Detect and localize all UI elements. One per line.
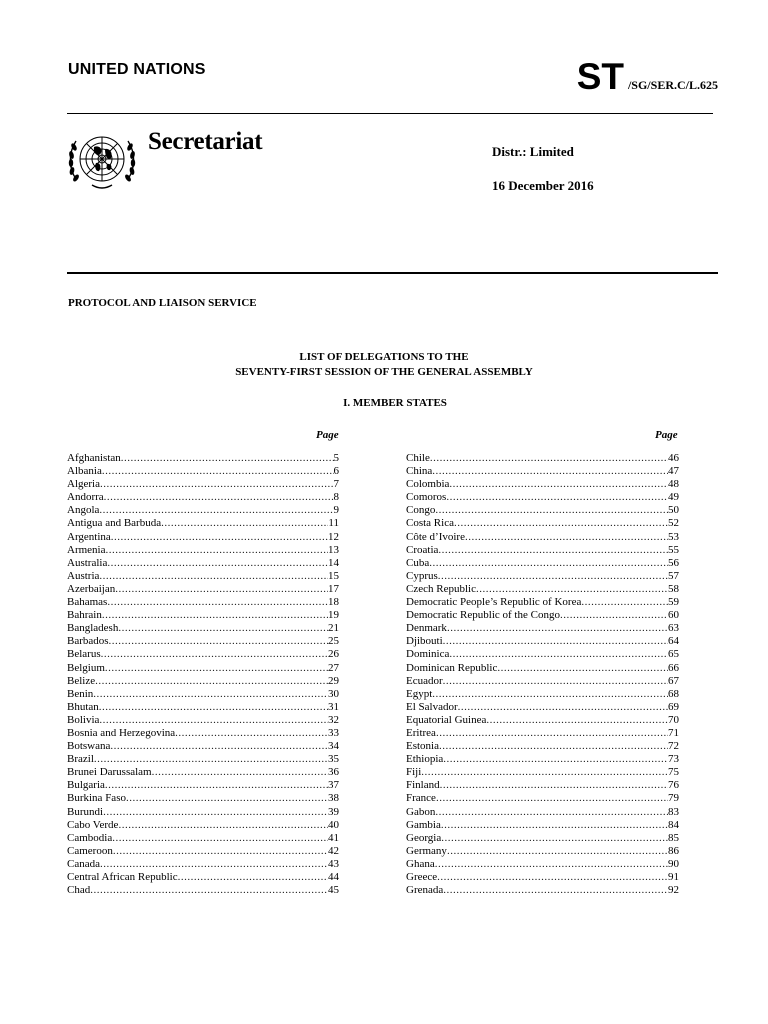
service-name: PROTOCOL AND LIAISON SERVICE xyxy=(68,297,257,309)
country-name: Cuba xyxy=(406,556,430,569)
country-name: France xyxy=(406,792,436,805)
page-number: 70 xyxy=(668,713,679,726)
dot-leader xyxy=(175,727,328,740)
list-item xyxy=(406,753,679,766)
list-item xyxy=(67,452,339,465)
dot-leader xyxy=(102,609,328,622)
dot-leader xyxy=(105,544,328,557)
country-name: Brazil xyxy=(67,753,94,766)
page-number: 67 xyxy=(668,674,679,687)
list-item xyxy=(67,766,339,779)
country-name: Botswana xyxy=(67,740,111,753)
list-item xyxy=(406,583,679,596)
dot-leader xyxy=(118,622,328,635)
dot-leader xyxy=(432,465,668,478)
dot-leader xyxy=(435,504,668,517)
page-number: 66 xyxy=(668,661,679,674)
country-name: Canada xyxy=(67,857,100,870)
dot-leader xyxy=(446,491,668,504)
list-item xyxy=(406,452,679,465)
list-item xyxy=(406,806,679,819)
country-name: Bolivia xyxy=(67,713,100,726)
dot-leader xyxy=(161,517,328,530)
dot-leader xyxy=(99,701,328,714)
country-name: Belgium xyxy=(67,661,105,674)
dot-leader xyxy=(443,635,668,648)
page-number: 69 xyxy=(668,700,679,713)
document-symbol-suffix: /SG/SER.C/L.625 xyxy=(627,78,718,92)
page-number: 86 xyxy=(668,844,679,857)
country-name: Germany xyxy=(406,844,447,857)
country-name: Costa Rica xyxy=(406,517,454,530)
page-number: 34 xyxy=(328,740,339,753)
list-item xyxy=(406,635,679,648)
dot-leader xyxy=(104,491,334,504)
page-number: 9 xyxy=(333,504,339,517)
page-number: 85 xyxy=(668,831,679,844)
country-name: Democratic Republic of the Congo xyxy=(406,609,560,622)
page-number: 64 xyxy=(668,635,679,648)
list-item xyxy=(406,779,679,792)
page-column-header-left: Page xyxy=(316,429,339,441)
page-number: 5 xyxy=(333,452,339,464)
page-number: 56 xyxy=(668,556,679,569)
dot-leader xyxy=(111,531,328,544)
list-item xyxy=(67,727,339,740)
list-item xyxy=(67,845,339,858)
dot-leader xyxy=(113,845,328,858)
country-name: Ecuador xyxy=(406,674,443,687)
page-number: 26 xyxy=(328,648,339,661)
country-name: Antigua and Barbuda xyxy=(67,517,162,530)
list-item xyxy=(67,504,339,517)
dot-leader xyxy=(430,452,668,465)
page-number: 57 xyxy=(668,569,679,582)
country-name: Dominican Republic xyxy=(406,661,498,674)
dot-leader xyxy=(435,806,668,819)
dot-leader xyxy=(421,766,668,779)
page-number: 7 xyxy=(333,478,339,491)
dot-leader xyxy=(101,648,328,661)
list-item xyxy=(67,740,339,753)
country-name: Ghana xyxy=(406,857,435,870)
page-number: 27 xyxy=(328,661,339,674)
page-number: 90 xyxy=(668,857,679,870)
country-name: Burundi xyxy=(67,805,104,818)
dot-leader xyxy=(449,648,668,661)
list-item xyxy=(67,583,339,596)
header-rule xyxy=(67,113,713,114)
dot-leader xyxy=(110,740,328,753)
dot-leader xyxy=(94,753,328,766)
country-name: Austria xyxy=(67,569,100,582)
page-number: 59 xyxy=(668,596,679,609)
country-name: Central African Republic xyxy=(67,871,178,883)
list-item xyxy=(406,792,679,805)
dot-leader xyxy=(439,740,668,753)
list-item xyxy=(406,845,679,858)
dot-leader xyxy=(109,635,328,648)
dot-leader xyxy=(103,806,328,819)
country-name: Angola xyxy=(67,504,100,517)
dot-leader xyxy=(121,452,334,465)
page-number: 60 xyxy=(668,609,679,622)
page-number: 15 xyxy=(328,569,339,582)
country-name: Bhutan xyxy=(67,700,99,713)
list-item xyxy=(406,675,679,688)
page-number: 63 xyxy=(668,622,679,635)
country-name: Colombia xyxy=(406,478,450,491)
page-number: 79 xyxy=(668,792,679,805)
dot-leader xyxy=(441,832,668,845)
country-name: Cameroon xyxy=(67,844,113,857)
document-date: 16 December 2016 xyxy=(492,178,594,193)
page-number: 37 xyxy=(328,779,339,792)
body-name: Secretariat xyxy=(148,128,263,155)
country-name: Georgia xyxy=(406,831,442,844)
page-number: 21 xyxy=(328,622,339,635)
page-number: 38 xyxy=(328,792,339,805)
dot-leader xyxy=(560,609,668,622)
dot-leader xyxy=(429,557,668,570)
document-symbol xyxy=(577,58,718,95)
country-name: Azerbaijan xyxy=(67,582,116,595)
list-item xyxy=(406,596,679,609)
country-name: Eritrea xyxy=(406,726,436,739)
page-number: 44 xyxy=(328,871,339,883)
list-item xyxy=(67,465,339,478)
page-number: 25 xyxy=(328,635,339,648)
dot-leader xyxy=(105,779,328,792)
page-number: 40 xyxy=(328,818,339,831)
list-item xyxy=(67,806,339,819)
dot-leader xyxy=(178,871,328,884)
list-item xyxy=(406,714,679,727)
country-name: Gambia xyxy=(406,818,441,831)
page-number: 71 xyxy=(668,726,679,739)
country-name: Czech Republic xyxy=(406,582,476,595)
list-item xyxy=(406,557,679,570)
page-number: 6 xyxy=(333,465,339,478)
list-item xyxy=(406,622,679,635)
page-number: 68 xyxy=(668,687,679,700)
dot-leader xyxy=(105,662,328,675)
list-item xyxy=(67,635,339,648)
dot-leader xyxy=(152,766,328,779)
page-number: 58 xyxy=(668,582,679,595)
list-item xyxy=(67,570,339,583)
page-number: 53 xyxy=(668,530,679,543)
page-number: 84 xyxy=(668,818,679,831)
dot-leader xyxy=(99,714,328,727)
dot-leader xyxy=(447,845,668,858)
page-number: 83 xyxy=(668,805,679,818)
list-item xyxy=(67,557,339,570)
dot-leader xyxy=(99,504,333,517)
dot-leader xyxy=(100,478,334,491)
page-number: 8 xyxy=(333,491,339,504)
country-name: Barbados xyxy=(67,635,109,648)
country-name: Albania xyxy=(67,465,102,478)
country-name: Bulgaria xyxy=(67,779,105,792)
page-number: 32 xyxy=(328,713,339,726)
country-name: Bahamas xyxy=(67,596,108,609)
dot-leader xyxy=(93,688,328,701)
member-states-list-left xyxy=(67,452,339,897)
list-item xyxy=(406,478,679,491)
list-item xyxy=(406,766,679,779)
page-number: 35 xyxy=(328,753,339,766)
list-item xyxy=(406,871,679,884)
page-number: 17 xyxy=(328,582,339,595)
list-item xyxy=(406,688,679,701)
country-name: Belize xyxy=(67,674,96,687)
page-number: 31 xyxy=(328,700,339,713)
country-name: Equatorial Guinea xyxy=(406,713,487,726)
list-item xyxy=(67,491,339,504)
page-number: 14 xyxy=(328,556,339,569)
list-item xyxy=(67,871,339,884)
country-name: Côte d’Ivoire xyxy=(406,530,465,543)
page-number: 43 xyxy=(328,857,339,870)
page-number: 48 xyxy=(668,478,679,491)
list-item xyxy=(406,740,679,753)
country-name: Cyprus xyxy=(406,569,438,582)
dot-leader xyxy=(438,570,668,583)
dot-leader xyxy=(486,714,668,727)
page-number: 49 xyxy=(668,491,679,504)
list-item xyxy=(406,701,679,714)
page-number: 55 xyxy=(668,543,679,556)
page-number: 50 xyxy=(668,504,679,517)
dot-leader xyxy=(115,583,328,596)
country-name: Bangladesh xyxy=(67,622,119,635)
dot-leader xyxy=(443,675,668,688)
dot-leader xyxy=(102,465,334,478)
country-name: Cabo Verde xyxy=(67,818,119,831)
list-item xyxy=(406,727,679,740)
country-name: Chile xyxy=(406,452,430,464)
page-number: 12 xyxy=(328,530,339,543)
organization-name: UNITED NATIONS xyxy=(68,61,206,78)
list-item xyxy=(406,491,679,504)
list-item xyxy=(406,504,679,517)
list-item xyxy=(406,662,679,675)
list-item xyxy=(67,792,339,805)
dot-leader xyxy=(436,792,668,805)
page-number: 47 xyxy=(668,465,679,478)
list-item xyxy=(406,517,679,530)
list-item xyxy=(67,596,339,609)
country-name: Finland xyxy=(406,779,440,792)
page-number: 41 xyxy=(328,831,339,844)
list-item xyxy=(67,544,339,557)
dot-leader xyxy=(476,583,668,596)
dot-leader xyxy=(437,871,668,884)
dot-leader xyxy=(432,688,668,701)
dot-leader xyxy=(581,596,668,609)
list-item xyxy=(67,531,339,544)
page-number: 13 xyxy=(328,543,339,556)
dot-leader xyxy=(438,544,668,557)
country-name: Congo xyxy=(406,504,436,517)
page-column-header-right: Page xyxy=(655,429,678,441)
country-name: Gabon xyxy=(406,805,436,818)
country-name: Bosnia and Herzegovina xyxy=(67,726,176,739)
dot-leader xyxy=(441,819,668,832)
dot-leader xyxy=(449,478,668,491)
dot-leader xyxy=(440,779,668,792)
page-number: 42 xyxy=(328,844,339,857)
country-name: Andorra xyxy=(67,491,104,504)
country-name: Denmark xyxy=(406,622,447,635)
country-name: Burkina Faso xyxy=(67,792,126,805)
list-item xyxy=(67,714,339,727)
country-name: Belarus xyxy=(67,648,101,661)
un-emblem-icon xyxy=(67,129,137,193)
list-item xyxy=(67,858,339,871)
document-title-line-2: SEVENTY-FIRST SESSION OF THE GENERAL ASSEMBLY xyxy=(235,366,533,378)
dot-leader xyxy=(465,531,668,544)
list-item xyxy=(67,675,339,688)
country-name: Armenia xyxy=(67,543,106,556)
page-number: 92 xyxy=(668,884,679,897)
country-name: Croatia xyxy=(406,543,439,556)
country-name: Australia xyxy=(67,556,108,569)
page-number: 39 xyxy=(328,805,339,818)
page-number: 18 xyxy=(328,596,339,609)
dot-leader xyxy=(443,884,668,897)
country-name: Dominica xyxy=(406,648,450,661)
document-title xyxy=(0,350,768,380)
dot-leader xyxy=(118,819,328,832)
distribution-note: Distr.: Limited xyxy=(492,144,574,159)
country-name: El Salvador xyxy=(406,700,458,713)
country-name: Djibouti xyxy=(406,635,443,648)
list-item xyxy=(67,779,339,792)
member-states-list-right xyxy=(406,452,679,897)
country-name: Ethiopia xyxy=(406,753,444,766)
page-number: 45 xyxy=(328,884,339,897)
dot-leader xyxy=(497,662,668,675)
country-name: Estonia xyxy=(406,740,439,753)
dot-leader xyxy=(435,858,668,871)
dot-leader xyxy=(90,884,328,897)
country-name: Argentina xyxy=(67,530,111,543)
list-item xyxy=(406,531,679,544)
section-heading: I. MEMBER STATES xyxy=(343,397,447,409)
page-number: 73 xyxy=(668,753,679,766)
page-number: 46 xyxy=(668,452,679,464)
dot-leader xyxy=(112,832,328,845)
list-item xyxy=(406,570,679,583)
page-number: 52 xyxy=(668,517,679,530)
dot-leader xyxy=(126,792,328,805)
list-item xyxy=(406,648,679,661)
list-item xyxy=(67,662,339,675)
dot-leader xyxy=(436,727,668,740)
list-item xyxy=(67,478,339,491)
page-number: 19 xyxy=(328,609,339,622)
country-name: Bahrain xyxy=(67,609,102,622)
country-name: Comoros xyxy=(406,491,447,504)
country-name: Chad xyxy=(67,884,91,897)
list-item xyxy=(406,819,679,832)
dot-leader xyxy=(107,596,328,609)
dot-leader xyxy=(95,675,328,688)
list-item xyxy=(67,884,339,897)
list-item xyxy=(67,648,339,661)
list-item xyxy=(67,701,339,714)
list-item xyxy=(67,517,339,530)
page-number: 76 xyxy=(668,779,679,792)
list-item xyxy=(406,858,679,871)
list-item xyxy=(406,832,679,845)
country-name: Benin xyxy=(67,687,94,700)
country-name: Egypt xyxy=(406,687,433,700)
list-item xyxy=(67,832,339,845)
country-name: Greece xyxy=(406,871,438,883)
page-number: 65 xyxy=(668,648,679,661)
document-title-line-1: LIST OF DELEGATIONS TO THE xyxy=(299,351,469,363)
page-number: 29 xyxy=(328,674,339,687)
dot-leader xyxy=(454,517,668,530)
country-name: Algeria xyxy=(67,478,100,491)
list-item xyxy=(406,465,679,478)
dot-leader xyxy=(443,753,668,766)
header-bottom-rule xyxy=(67,272,718,274)
dot-leader xyxy=(100,858,328,871)
list-item xyxy=(406,544,679,557)
country-name: China xyxy=(406,465,433,478)
dot-leader xyxy=(458,701,668,714)
dot-leader xyxy=(107,557,328,570)
page-number: 72 xyxy=(668,740,679,753)
list-item xyxy=(406,609,679,622)
dot-leader xyxy=(99,570,328,583)
document-symbol-main: ST xyxy=(576,56,624,97)
country-name: Brunei Darussalam xyxy=(67,766,152,779)
page-number: 36 xyxy=(328,766,339,779)
list-item xyxy=(67,609,339,622)
list-item xyxy=(67,819,339,832)
page-number: 30 xyxy=(328,687,339,700)
country-name: Grenada xyxy=(406,884,444,897)
country-name: Afghanistan xyxy=(67,452,121,464)
page-number: 91 xyxy=(668,871,679,883)
list-item xyxy=(67,753,339,766)
page-number: 33 xyxy=(328,726,339,739)
country-name: Cambodia xyxy=(67,831,113,844)
page-number: 75 xyxy=(668,766,679,779)
page-number: 11 xyxy=(328,517,339,530)
list-item xyxy=(406,884,679,897)
dot-leader xyxy=(447,622,668,635)
list-item xyxy=(67,688,339,701)
country-name: Democratic People’s Republic of Korea xyxy=(406,596,582,609)
list-item xyxy=(67,622,339,635)
country-name: Fiji xyxy=(406,766,422,779)
